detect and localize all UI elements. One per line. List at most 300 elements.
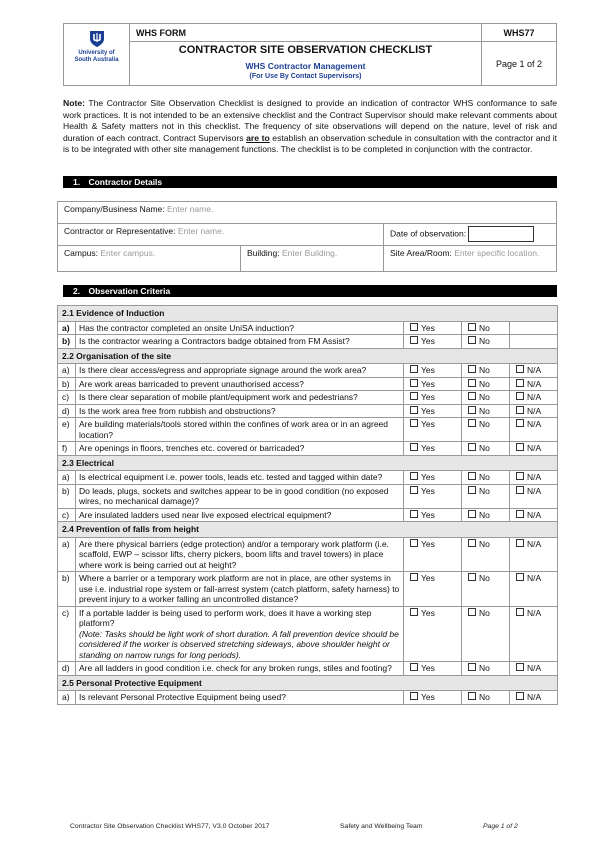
yes-cell: [403, 404, 461, 418]
option-label: N/A: [526, 419, 542, 429]
note-emphasis: are to: [246, 132, 270, 143]
option-label: N/A: [526, 378, 542, 389]
site-area-input[interactable]: Enter specific location.: [454, 248, 540, 258]
shield-logo-icon: [89, 30, 105, 48]
option-label: No: [478, 485, 490, 496]
option-label: No: [478, 365, 490, 375]
question-text: Is there clear access/egress and appropriate signage around the work area?: [79, 365, 367, 375]
item-question: [76, 377, 404, 391]
item-question: [76, 572, 404, 607]
na-checkbox[interactable]: [516, 573, 541, 583]
yes-cell: [403, 364, 461, 378]
intro-note: [63, 98, 557, 156]
yes-cell: [403, 471, 461, 485]
yes-checkbox[interactable]: [410, 608, 435, 618]
no-cell: [461, 364, 509, 378]
no-checkbox[interactable]: [468, 406, 490, 416]
no-checkbox[interactable]: [468, 573, 490, 583]
question-note: (Note: Tasks should be light work of short duration. A fall prevention device should be considered if the worker is observed stretching sideways, above shoulder height or standing on narrow rungs for long periods).: [79, 628, 399, 660]
option-label: N/A: [526, 573, 542, 583]
yes-cell: [403, 377, 461, 391]
yes-checkbox[interactable]: [410, 323, 435, 333]
building-input[interactable]: Enter Building.: [281, 248, 338, 258]
question-text: Do leads, plugs, sockets and switches appear to be in good condition (no exposed wires, no mechanical damage)?: [79, 485, 389, 506]
criteria-row: [58, 537, 558, 572]
checkbox-icon[interactable]: [410, 692, 418, 700]
item-letter: e): [58, 418, 76, 442]
checkbox-icon[interactable]: [410, 573, 418, 581]
yes-cell: [403, 321, 461, 335]
yes-checkbox[interactable]: [410, 379, 435, 389]
page-number: Page 1 of 2: [482, 42, 557, 86]
criteria-row: [58, 364, 558, 378]
criteria-row: [58, 508, 558, 522]
note-text-1: The Contractor Site Observation Checklist is designed to provide an indication of contractor WHS conformance to safe work practices. It is not intended to be an extensive checklist and the Contract Supervisor should make relevant comments about Health & Safety matters not in this checklist. The frequency of site observations will depend on the nature, level of risk and duration of each contract. Contract Supervisors: [63, 98, 557, 143]
question-text: Are openings in floors, trenches etc. covered or barricaded?: [79, 443, 305, 453]
section-heading-text: 2.4 Prevention of falls from height: [58, 522, 558, 538]
option-label: No: [478, 509, 490, 520]
note-text-2: establish an observation schedule in consultation with the contractor and it is to be integrated with other site management functions. The checklist is to be completed in conjunction with the contractor.: [63, 132, 557, 155]
item-question: [76, 471, 404, 485]
footer-page: Page 1 of 2: [483, 823, 518, 830]
form-code: WHS77: [482, 24, 557, 42]
option-label: Yes: [420, 336, 435, 346]
checkbox-icon[interactable]: [410, 323, 418, 331]
option-label: No: [478, 392, 490, 402]
item-letter: c): [58, 508, 76, 522]
no-checkbox[interactable]: [468, 510, 490, 520]
checkbox-icon[interactable]: [468, 608, 476, 616]
item-question: [76, 321, 404, 335]
na-cell: [509, 508, 557, 522]
checkbox-icon[interactable]: [468, 573, 476, 581]
na-checkbox[interactable]: [516, 443, 541, 453]
checkbox-icon[interactable]: [410, 392, 418, 400]
option-label: No: [478, 419, 490, 429]
item-letter: a): [58, 364, 76, 378]
na-cell: [509, 484, 557, 508]
na-cell: [509, 662, 557, 676]
no-checkbox[interactable]: [468, 392, 490, 402]
yes-checkbox[interactable]: [410, 692, 435, 702]
no-checkbox[interactable]: [468, 336, 490, 346]
note-label: Note:: [63, 98, 85, 108]
checkbox-icon[interactable]: [516, 486, 524, 494]
option-label: No: [478, 336, 490, 346]
question-text: Is there clear separation of mobile plant/equipment work and pedestrians?: [79, 392, 358, 402]
option-label: No: [478, 692, 490, 702]
na-cell: [509, 335, 557, 349]
building-field[interactable]: [241, 246, 384, 272]
section-heading-text: 2.3 Electrical: [58, 455, 558, 471]
option-label: N/A: [526, 365, 542, 375]
option-label: Yes: [420, 663, 435, 673]
checkbox-icon[interactable]: [410, 336, 418, 344]
criteria-row: [58, 471, 558, 485]
option-label: Yes: [420, 538, 435, 549]
checkbox-icon[interactable]: [516, 608, 524, 616]
checkbox-icon[interactable]: [468, 406, 476, 414]
na-checkbox[interactable]: [516, 539, 541, 549]
no-checkbox[interactable]: [468, 663, 490, 673]
date-field: [384, 224, 557, 246]
checkbox-icon[interactable]: [410, 539, 418, 547]
no-cell: [461, 691, 509, 705]
checkbox-icon[interactable]: [468, 365, 476, 373]
checkbox-icon[interactable]: [410, 486, 418, 494]
na-cell: [509, 691, 557, 705]
date-input[interactable]: [468, 226, 534, 242]
na-checkbox[interactable]: [516, 379, 541, 389]
option-label: Yes: [420, 472, 435, 482]
yes-cell: [403, 572, 461, 607]
item-letter: f): [58, 442, 76, 456]
item-question: [76, 442, 404, 456]
na-cell: [509, 471, 557, 485]
option-label: No: [478, 663, 490, 673]
observation-criteria-table: [57, 305, 558, 705]
section-heading-text: 2.2 Organisation of the site: [58, 348, 558, 364]
yes-cell: [403, 335, 461, 349]
section-title: Observation Criteria: [88, 286, 171, 296]
na-checkbox[interactable]: [516, 419, 541, 429]
criteria-row: [58, 391, 558, 405]
criteria-section-heading: [58, 522, 558, 538]
page-title: CONTRACTOR SITE OBSERVATION CHECKLIST: [178, 44, 433, 56]
criteria-section-heading: [58, 348, 558, 364]
section-number: 2.: [73, 286, 81, 296]
checkbox-icon[interactable]: [410, 379, 418, 387]
yes-checkbox[interactable]: [410, 510, 435, 520]
section-heading-text: 2.1 Evidence of Induction: [58, 306, 558, 322]
checkbox-icon[interactable]: [468, 392, 476, 400]
yes-checkbox[interactable]: [410, 406, 435, 416]
criteria-row: [58, 321, 558, 335]
option-label: No: [478, 607, 490, 618]
item-question: [76, 418, 404, 442]
no-cell: [461, 418, 509, 442]
section-contractor-details-header: [63, 176, 557, 188]
no-checkbox[interactable]: [468, 692, 490, 702]
item-question: [76, 537, 404, 572]
question-text: Where a barrier or a temporary work platform are not in place, are other systems in use i.e. industrial rope system or fall-arrest system (catch platform, safety harness) to prevent injury to a worker falling an uncontrolled distance?: [79, 573, 400, 604]
option-label: Yes: [420, 443, 435, 453]
checkbox-icon[interactable]: [410, 419, 418, 427]
option-label: No: [478, 538, 490, 549]
no-checkbox[interactable]: [468, 419, 490, 429]
no-cell: [461, 442, 509, 456]
criteria-row: [58, 335, 558, 349]
yes-checkbox[interactable]: [410, 472, 435, 482]
checkbox-icon[interactable]: [410, 472, 418, 480]
yes-checkbox[interactable]: [410, 336, 435, 346]
no-checkbox[interactable]: [468, 486, 490, 496]
yes-cell: [403, 508, 461, 522]
option-label: Yes: [420, 573, 435, 583]
criteria-row: [58, 404, 558, 418]
na-checkbox[interactable]: [516, 365, 541, 375]
option-label: N/A: [526, 405, 542, 416]
option-label: Yes: [420, 509, 435, 520]
criteria-row: [58, 662, 558, 676]
yes-cell: [403, 537, 461, 572]
footer-document-name: Contractor Site Observation Checklist WHS77, V3.0 October 2017: [70, 823, 270, 830]
checkbox-icon[interactable]: [516, 406, 524, 414]
option-label: N/A: [526, 443, 542, 453]
no-cell: [461, 606, 509, 662]
option-label: Yes: [420, 392, 435, 402]
na-cell: [509, 572, 557, 607]
checkbox-icon[interactable]: [468, 379, 476, 387]
item-letter: c): [58, 391, 76, 405]
criteria-section-heading: [58, 455, 558, 471]
question-text: Is relevant Personal Protective Equipment being used?: [79, 692, 286, 702]
option-label: N/A: [526, 509, 542, 520]
option-label: Yes: [420, 405, 435, 416]
option-label: No: [478, 443, 490, 453]
no-checkbox[interactable]: [468, 443, 490, 453]
company-label: Company/Business Name:: [64, 204, 165, 214]
question-text: If a portable ladder is being used to perform work, does it have a working step platform?: [79, 607, 372, 628]
option-label: N/A: [526, 392, 542, 402]
section-heading-text: 2.5 Personal Protective Equipment: [58, 675, 558, 691]
company-input[interactable]: Enter name.: [167, 204, 214, 214]
site-area-label: Site Area/Room:: [390, 248, 452, 258]
checkbox-icon[interactable]: [468, 419, 476, 427]
no-checkbox[interactable]: [468, 608, 490, 618]
checkbox-icon[interactable]: [468, 692, 476, 700]
checkbox-icon[interactable]: [468, 663, 476, 671]
item-question: [76, 662, 404, 676]
representative-field[interactable]: [58, 224, 384, 246]
item-question: [76, 606, 404, 662]
contractor-details-table: [57, 201, 557, 272]
criteria-section-heading: [58, 306, 558, 322]
university-logo: [64, 24, 130, 86]
checkbox-icon[interactable]: [468, 323, 476, 331]
na-checkbox[interactable]: [516, 692, 541, 702]
option-label: N/A: [526, 663, 542, 673]
no-cell: [461, 391, 509, 405]
campus-input[interactable]: Enter campus.: [100, 248, 156, 258]
option-label: N/A: [526, 607, 542, 618]
title-block: [130, 42, 482, 86]
checkbox-icon[interactable]: [516, 443, 524, 451]
logo-line2: South Australia: [74, 57, 119, 63]
checkbox-icon[interactable]: [516, 573, 524, 581]
item-letter: a): [58, 691, 76, 705]
item-letter: b): [58, 572, 76, 607]
option-label: No: [478, 378, 490, 389]
question-text: Is the work area free from rubbish and obstructions?: [79, 405, 276, 416]
question-text: Are building materials/tools stored within the confines of work area or in an agreed location?: [79, 419, 389, 440]
item-question: [76, 691, 404, 705]
item-letter: d): [58, 404, 76, 418]
option-label: Yes: [420, 322, 435, 333]
usage-note: (For Use By Contact Supervisors): [249, 73, 362, 80]
na-cell: [509, 391, 557, 405]
checkbox-icon[interactable]: [516, 692, 524, 700]
date-label: Date of observation:: [390, 228, 467, 239]
checkbox-icon[interactable]: [410, 406, 418, 414]
option-label: N/A: [526, 485, 542, 496]
option-label: No: [478, 472, 490, 482]
item-letter: b): [58, 335, 76, 349]
company-field[interactable]: [58, 202, 557, 224]
question-text: Are all ladders in good condition i.e. check for any broken rungs, stiles and footing?: [79, 663, 392, 673]
option-label: No: [478, 322, 490, 333]
section-title: Contractor Details: [88, 177, 163, 187]
checkbox-icon[interactable]: [516, 663, 524, 671]
option-label: Yes: [420, 365, 435, 375]
question-text: Is electrical equipment i.e. power tools, leads etc. tested and tagged within date?: [79, 472, 383, 482]
na-cell: [509, 442, 557, 456]
question-text: Are there physical barriers (edge protection) and/or a temporary work platform (i.e. scaffold, EWP – scissor lifts, cherry pickers, boom lifts and travel towers) in place where work is being carried out at height?: [79, 538, 389, 570]
checkbox-icon[interactable]: [468, 539, 476, 547]
checkbox-icon[interactable]: [410, 365, 418, 373]
checkbox-icon[interactable]: [468, 336, 476, 344]
option-label: Yes: [420, 378, 435, 389]
checkbox-icon[interactable]: [516, 379, 524, 387]
checkbox-icon[interactable]: [516, 539, 524, 547]
item-letter: b): [58, 377, 76, 391]
na-cell: [509, 418, 557, 442]
option-label: Yes: [420, 485, 435, 496]
yes-cell: [403, 391, 461, 405]
campus-field[interactable]: [58, 246, 241, 272]
checkbox-icon[interactable]: [516, 365, 524, 373]
no-checkbox[interactable]: [468, 323, 490, 333]
checkbox-icon[interactable]: [516, 419, 524, 427]
na-checkbox[interactable]: [516, 392, 541, 402]
question-text: Are insulated ladders used near live exposed electrical equipment?: [79, 509, 332, 520]
checkbox-icon[interactable]: [410, 510, 418, 518]
checkbox-icon[interactable]: [410, 443, 418, 451]
na-cell: [509, 377, 557, 391]
no-cell: [461, 471, 509, 485]
no-cell: [461, 335, 509, 349]
criteria-row: [58, 572, 558, 607]
question-text: Are work areas barricaded to prevent unauthorised access?: [79, 378, 304, 389]
yes-cell: [403, 484, 461, 508]
checkbox-icon[interactable]: [468, 510, 476, 518]
na-cell: [509, 404, 557, 418]
option-label: No: [478, 405, 490, 416]
yes-checkbox[interactable]: [410, 365, 435, 375]
yes-cell: [403, 606, 461, 662]
yes-cell: [403, 662, 461, 676]
site-area-field[interactable]: [384, 246, 557, 272]
no-checkbox[interactable]: [468, 379, 490, 389]
question-text: Has the contractor completed an onsite UniSA induction?: [79, 322, 294, 333]
na-checkbox[interactable]: [516, 486, 541, 496]
representative-label: Contractor or Representative:: [64, 226, 176, 236]
representative-input[interactable]: Enter name.: [177, 226, 225, 236]
item-question: [76, 364, 404, 378]
item-question: [76, 404, 404, 418]
checkbox-icon[interactable]: [468, 443, 476, 451]
no-cell: [461, 321, 509, 335]
checkbox-icon[interactable]: [410, 608, 418, 616]
checkbox-icon[interactable]: [516, 510, 524, 518]
yes-checkbox[interactable]: [410, 419, 435, 429]
yes-cell: [403, 442, 461, 456]
yes-checkbox[interactable]: [410, 486, 435, 496]
form-header: [63, 23, 557, 86]
form-label: WHS FORM: [130, 24, 482, 42]
section-number: 1.: [73, 177, 81, 187]
option-label: N/A: [526, 472, 542, 482]
no-cell: [461, 572, 509, 607]
option-label: No: [478, 573, 490, 583]
item-letter: a): [58, 321, 76, 335]
question-text: Is the contractor wearing a Contractors badge obtained from FM Assist?: [79, 336, 350, 346]
na-cell: [509, 364, 557, 378]
yes-checkbox[interactable]: [410, 573, 435, 583]
item-question: [76, 508, 404, 522]
checkbox-icon[interactable]: [468, 472, 476, 480]
na-cell: [509, 321, 557, 335]
criteria-row: [58, 377, 558, 391]
building-label: Building:: [247, 248, 280, 258]
no-checkbox[interactable]: [468, 539, 490, 549]
option-label: Yes: [420, 607, 435, 618]
yes-checkbox[interactable]: [410, 539, 435, 549]
na-checkbox[interactable]: [516, 663, 541, 673]
page-subtitle: WHS Contractor Management: [245, 61, 366, 71]
item-letter: a): [58, 471, 76, 485]
item-question: [76, 484, 404, 508]
logo-line1: University of: [78, 50, 115, 56]
no-cell: [461, 377, 509, 391]
item-question: [76, 335, 404, 349]
section-observation-criteria-header: [63, 285, 557, 297]
option-label: Yes: [420, 692, 435, 702]
no-cell: [461, 537, 509, 572]
na-checkbox[interactable]: [516, 472, 541, 482]
na-cell: [509, 606, 557, 662]
yes-checkbox[interactable]: [410, 392, 435, 402]
yes-cell: [403, 418, 461, 442]
checkbox-icon[interactable]: [516, 392, 524, 400]
campus-label: Campus:: [64, 248, 99, 258]
footer-team: Safety and Wellbeing Team: [340, 823, 423, 830]
criteria-section-heading: [58, 675, 558, 691]
no-checkbox[interactable]: [468, 365, 490, 375]
yes-checkbox[interactable]: [410, 663, 435, 673]
na-checkbox[interactable]: [516, 608, 541, 618]
na-checkbox[interactable]: [516, 406, 541, 416]
no-cell: [461, 484, 509, 508]
no-cell: [461, 662, 509, 676]
criteria-row: [58, 484, 558, 508]
item-letter: c): [58, 606, 76, 662]
criteria-row: [58, 606, 558, 662]
no-checkbox[interactable]: [468, 472, 490, 482]
criteria-row: [58, 418, 558, 442]
option-label: N/A: [526, 692, 542, 702]
item-question: [76, 391, 404, 405]
item-letter: d): [58, 662, 76, 676]
na-checkbox[interactable]: [516, 510, 541, 520]
checkbox-icon[interactable]: [468, 486, 476, 494]
checkbox-icon[interactable]: [516, 472, 524, 480]
yes-checkbox[interactable]: [410, 443, 435, 453]
criteria-row: [58, 442, 558, 456]
checkbox-icon[interactable]: [410, 663, 418, 671]
yes-cell: [403, 691, 461, 705]
option-label: Yes: [420, 419, 435, 429]
